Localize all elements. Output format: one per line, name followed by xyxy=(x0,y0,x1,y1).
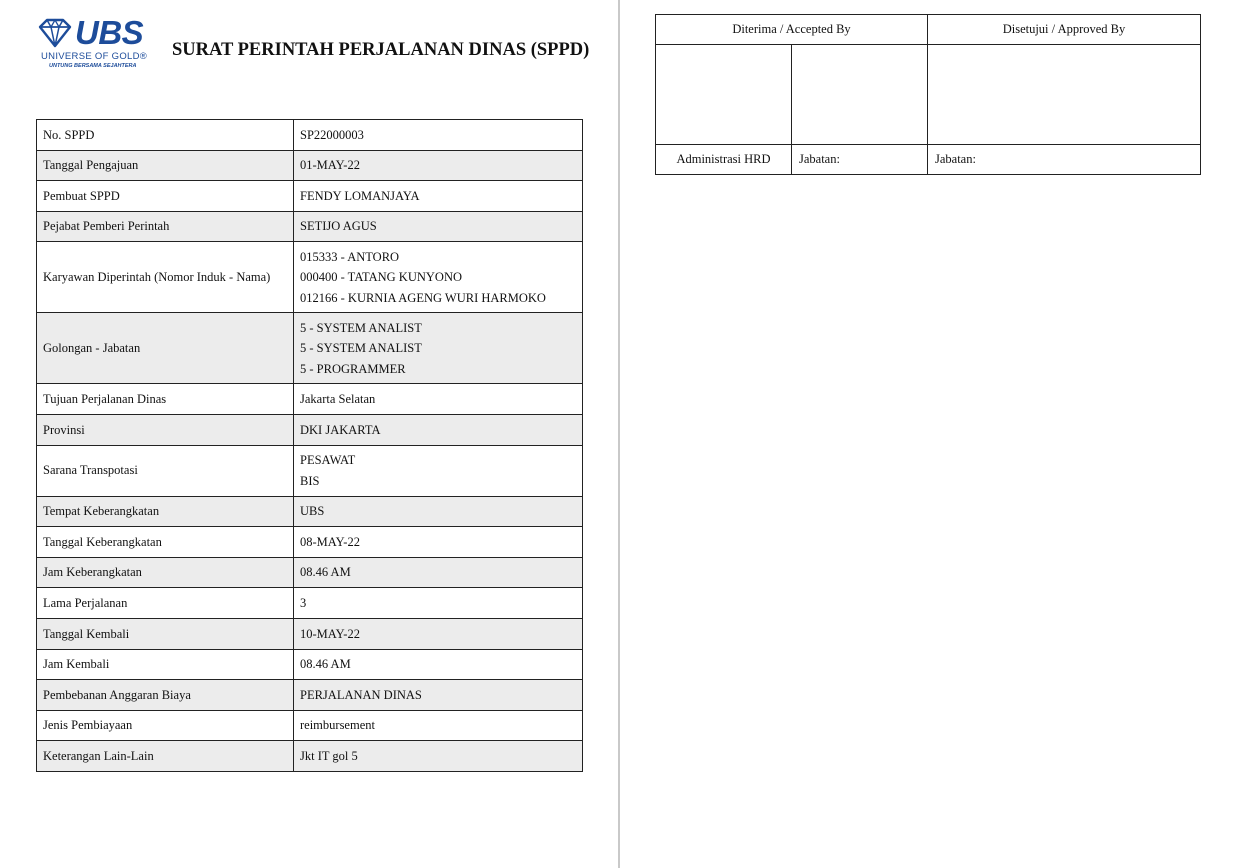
field-label: Pejabat Pemberi Perintah xyxy=(37,211,294,242)
table-row xyxy=(37,313,583,384)
field-label: No. SPPD xyxy=(37,120,294,151)
field-value xyxy=(294,414,583,445)
company-logo xyxy=(36,14,158,76)
page-divider xyxy=(618,0,620,868)
field-label: Tempat Keberangkatan xyxy=(37,496,294,527)
table-row xyxy=(37,527,583,558)
field-value xyxy=(294,242,583,313)
field-value xyxy=(294,649,583,680)
field-label: Tanggal Kembali xyxy=(37,618,294,649)
field-value-line: PESAWAT xyxy=(300,453,356,468)
field-value xyxy=(294,445,583,496)
field-value-line: 5 - SYSTEM ANALIST xyxy=(300,341,422,356)
field-value xyxy=(294,588,583,619)
field-value xyxy=(294,211,583,242)
diamond-logo-icon xyxy=(36,18,74,48)
field-value xyxy=(294,181,583,212)
table-row xyxy=(37,496,583,527)
field-value-line: 000400 - TATANG KUNYONO xyxy=(300,270,462,285)
field-value-line: PERJALANAN DINAS xyxy=(300,687,422,702)
jabatan-approved-label: Jabatan: xyxy=(928,145,1201,175)
field-label: Jam Keberangkatan xyxy=(37,557,294,588)
accepted-by-header: Diterima / Accepted By xyxy=(656,15,928,45)
field-value-line: UBS xyxy=(300,504,325,519)
field-value xyxy=(294,710,583,741)
field-value xyxy=(294,120,583,151)
page-title: SURAT PERINTAH PERJALANAN DINAS (SPPD) xyxy=(172,40,590,60)
signature-box-accepted xyxy=(792,45,928,145)
field-value-line: 08-MAY-22 xyxy=(300,534,360,549)
approved-by-header: Disetujui / Approved By xyxy=(928,15,1201,45)
logo-subtagline: UNTUNG BERSAMA SEJAHTERA xyxy=(49,63,137,69)
field-value-line: 01-MAY-22 xyxy=(300,158,360,173)
field-value xyxy=(294,496,583,527)
table-row xyxy=(37,211,583,242)
field-label: Tujuan Perjalanan Dinas xyxy=(37,384,294,415)
jabatan-accepted-label: Jabatan: xyxy=(792,145,928,175)
field-value xyxy=(294,618,583,649)
signature-box-admin xyxy=(656,45,792,145)
field-value-line: 08.46 AM xyxy=(300,565,351,580)
field-label: Tanggal Pengajuan xyxy=(37,150,294,181)
field-value xyxy=(294,741,583,772)
field-label: Keterangan Lain-Lain xyxy=(37,741,294,772)
field-label: Pembuat SPPD xyxy=(37,181,294,212)
field-value-line: BIS xyxy=(300,473,320,488)
field-value xyxy=(294,384,583,415)
field-value-line: Jkt IT gol 5 xyxy=(300,748,358,763)
field-value-line: 10-MAY-22 xyxy=(300,626,360,641)
field-label: Jam Kembali xyxy=(37,649,294,680)
table-row xyxy=(37,120,583,151)
field-value-line: SP22000003 xyxy=(300,127,364,142)
table-row xyxy=(37,557,583,588)
field-value-line: 5 - PROGRAMMER xyxy=(300,361,406,376)
field-value-line: reimbursement xyxy=(300,718,375,733)
sppd-details-table xyxy=(36,119,583,772)
table-row xyxy=(37,384,583,415)
field-label: Tanggal Keberangkatan xyxy=(37,527,294,558)
field-label: Golongan - Jabatan xyxy=(37,313,294,384)
field-value-line: Jakarta Selatan xyxy=(300,391,376,406)
field-value-line: 5 - SYSTEM ANALIST xyxy=(300,320,422,335)
admin-hrd-label: Administrasi HRD xyxy=(656,145,792,175)
field-label: Provinsi xyxy=(37,414,294,445)
field-value-line: SETIJO AGUS xyxy=(300,219,377,234)
signature-box-approved xyxy=(928,45,1201,145)
table-row xyxy=(37,414,583,445)
table-row xyxy=(37,181,583,212)
field-label: Sarana Transpotasi xyxy=(37,445,294,496)
table-row xyxy=(37,242,583,313)
field-value xyxy=(294,557,583,588)
field-label: Karyawan Diperintah (Nomor Induk - Nama) xyxy=(37,242,294,313)
signature-table xyxy=(655,14,1201,175)
logo-tagline: UNIVERSE OF GOLD® xyxy=(41,51,148,62)
field-label: Lama Perjalanan xyxy=(37,588,294,619)
logo-wordmark: UBS xyxy=(75,14,144,51)
field-label: Jenis Pembiayaan xyxy=(37,710,294,741)
field-value-line: 012166 - KURNIA AGENG WURI HARMOKO xyxy=(300,290,546,305)
field-value-line: 08.46 AM xyxy=(300,657,351,672)
table-row xyxy=(37,649,583,680)
field-value-line: FENDY LOMANJAYA xyxy=(300,188,420,203)
field-value xyxy=(294,313,583,384)
field-value xyxy=(294,150,583,181)
field-value-line: 3 xyxy=(300,595,307,610)
table-row xyxy=(37,710,583,741)
field-value-line: 015333 - ANTORO xyxy=(300,249,400,264)
table-row xyxy=(37,618,583,649)
table-row xyxy=(37,150,583,181)
table-row xyxy=(37,741,583,772)
field-value xyxy=(294,680,583,711)
field-value xyxy=(294,527,583,558)
table-row xyxy=(37,588,583,619)
field-label: Pembebanan Anggaran Biaya xyxy=(37,680,294,711)
field-value-line: DKI JAKARTA xyxy=(300,422,381,437)
table-row xyxy=(37,680,583,711)
table-row xyxy=(37,445,583,496)
